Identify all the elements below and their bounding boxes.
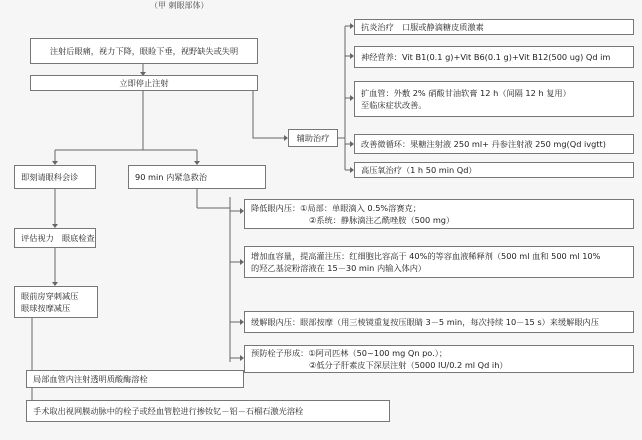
lower-iop-line-1: 降低眼内压：①局部：单眼滴入 0.5%溶赛克； <box>251 203 421 213</box>
surgery-laser-box: 手术取出视网膜动脉中的栓子或经血管腔进行掺钕钇－铝－石榴石激光溶栓 <box>26 400 390 422</box>
hyaluronidase-box: 局部血管内注射透明质酸酶溶栓 <box>26 370 244 388</box>
neuro-nutrition-box: 神经营养：Vit B1(0.1 g)+Vit B6(0.1 g)+Vit B12(500 ug) Qd im <box>354 46 634 68</box>
onset-box: 注射后眼痛，视力下降，眼睑下垂，视野缺失或失明 <box>30 38 258 64</box>
microcirculation-box: 改善微循环：果糖注射液 250 ml+ 丹参注射液 250 mg(Qd ivgtt) <box>354 134 634 154</box>
assess-box: 评估视力 眼底检查 <box>14 228 96 248</box>
decompression-box <box>14 286 98 318</box>
lower-iop-box <box>244 199 634 229</box>
top-cut-text: （甲 刺眼部体） <box>150 1 209 10</box>
rescue-box: 90 min 内紧急救治 <box>128 165 266 189</box>
anti-embolus-box <box>244 345 634 373</box>
vasodilation-line-1: 扩血管：外敷 2% 硝酸甘油软膏 12 h（间隔 12 h 复用） <box>361 88 571 98</box>
decompression-line-1: 眼前房穿刺减压 <box>21 291 79 301</box>
lower-iop-line-2: ②系统：静脉滴注乙酰唑胺（500 mg） <box>309 215 455 225</box>
anti-inflammatory-box: 抗炎治疗 口服或静滴糖皮质激素 <box>354 19 634 35</box>
blood-volume-line-1: 增加血容量，提高灌注压：红细胞比容高于 40%的等容血液稀释剂（500 ml 血和 500 ml 10% <box>251 251 601 261</box>
decompression-line-2: 眼球按摩减压 <box>21 303 71 313</box>
vasodilation-box <box>354 81 634 117</box>
blood-volume-box <box>244 246 634 278</box>
relieve-iop-box: 缓解眼内压：眼部按摩（用三棱镜重复按压眼睛 3－5 min，每次持续 10－15 s）来缓解眼内压 <box>244 311 634 333</box>
stop-injection-box: 立即停止注射 <box>30 75 258 91</box>
anti-embolus-line-1: 预防栓子形成：①阿司匹林（50~100 mg Qn po.）； <box>251 348 448 358</box>
consult-box: 即刻请眼科会诊 <box>14 165 96 189</box>
hyperbaric-oxygen-box: 高压氧治疗（1 h 50 min Qd） <box>354 162 634 178</box>
blood-volume-line-2: 的羟乙基淀粉溶液在 15－30 min 内输入体内） <box>251 263 427 273</box>
anti-embolus-line-2: ②低分子肝素皮下深层注射（5000 IU/0.2 ml Qd ih） <box>309 360 508 370</box>
adjuvant-box: 辅助治疗 <box>288 129 338 147</box>
vasodilation-line-2: 至临床症状改善。 <box>361 100 427 110</box>
